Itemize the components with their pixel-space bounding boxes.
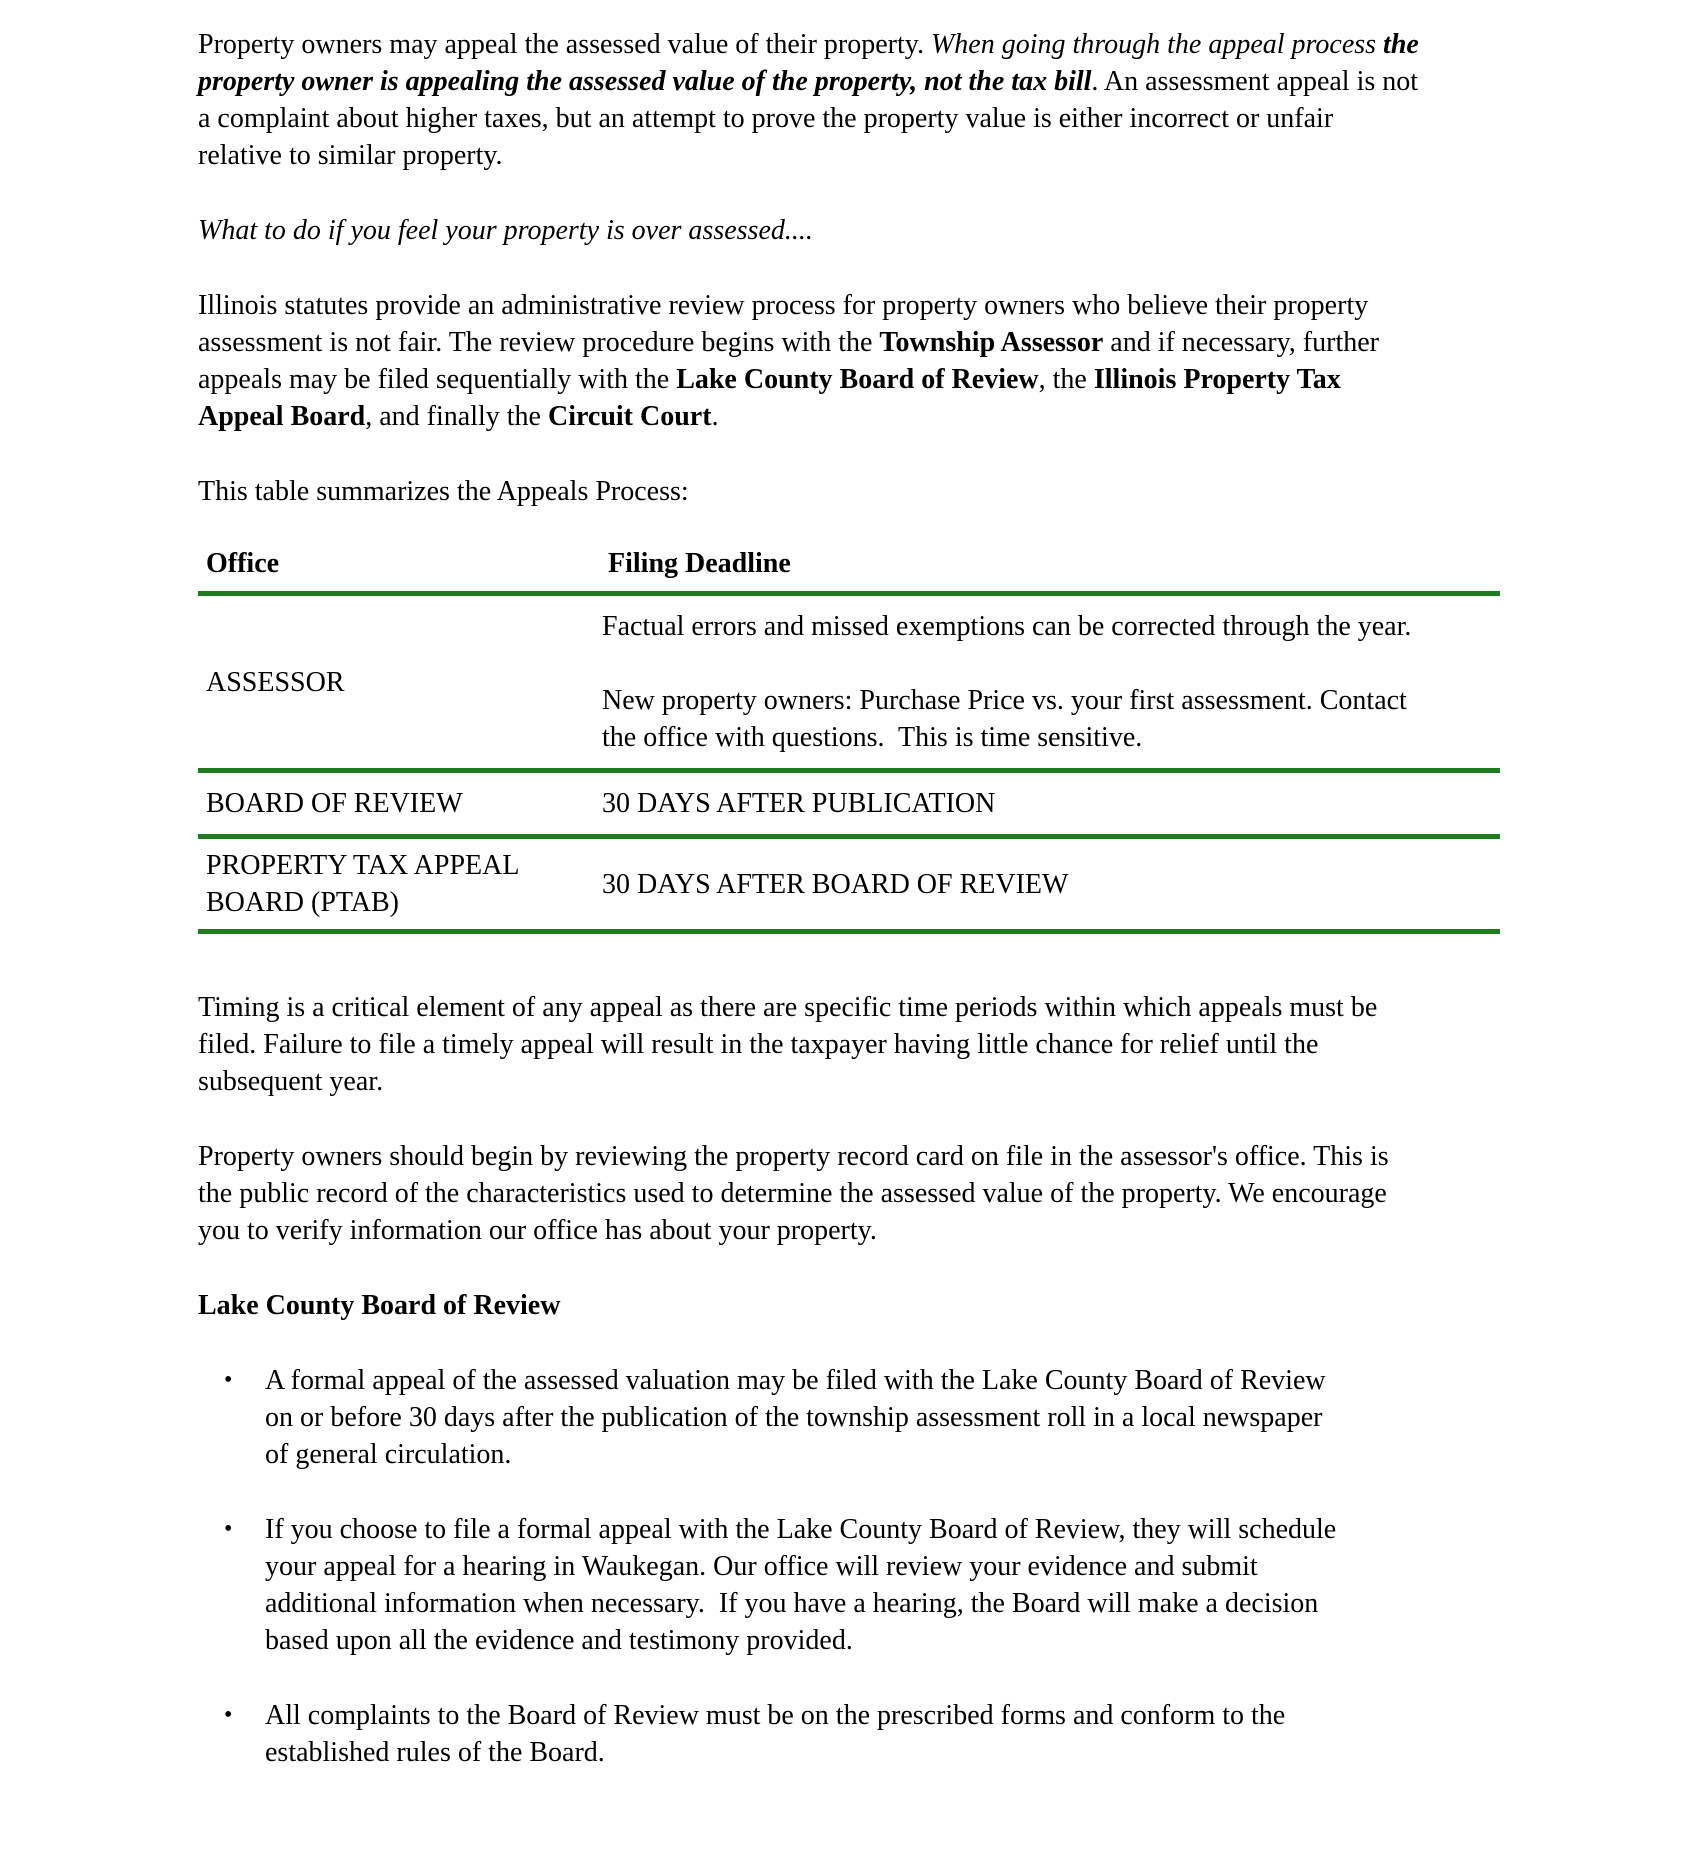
filing-deadline-text: New property owners: Purchase Price vs. your first assessment. Contact the office with questions. This is time sensitive.: [602, 685, 1414, 753]
filing-deadline-column-header: Filing Deadline: [600, 543, 1500, 594]
text-segment-normal: . An assessment appeal is not a complaint about higher taxes, but an attempt to prove the property value is either incorrect or unfair relative to similar property.: [198, 66, 1419, 171]
text-segment-normal: Property owners may appeal the assessed value of their property.: [198, 29, 931, 60]
process-overview-paragraph: [198, 287, 1423, 435]
filing-deadline-cell: [600, 771, 1500, 837]
text-segment-normal: , the: [1038, 364, 1094, 395]
office-cell: ASSESSOR: [198, 594, 600, 771]
filing-deadline-text: 30 DAYS AFTER PUBLICATION: [602, 788, 996, 819]
bullet-dot-icon: •: [224, 1702, 233, 1728]
section-heading: Lake County Board of Review: [198, 1290, 561, 1321]
bullet-text: All complaints to the Board of Review must be on the prescribed forms and conform to the established rules of the Board.: [265, 1700, 1293, 1768]
filing-deadline-text: 30 DAYS AFTER BOARD OF REVIEW: [602, 868, 1069, 900]
bullet-dot-icon: •: [224, 1367, 233, 1393]
text-segment-normal: .: [711, 401, 719, 432]
bullet-item-3: [198, 1697, 1423, 1771]
filing-deadline-text: Factual errors and missed exemptions can be corrected through the year.: [602, 611, 1412, 642]
text-segment-italic: When going through the appeal process: [930, 29, 1384, 60]
text-segment-bolditalic: the property owner is appealing the assessed value of the property, not the tax bill: [198, 29, 1419, 97]
bullet-dot-icon: •: [224, 1516, 233, 1542]
office-cell: PROPERTY TAX APPEAL BOARD (PTAB): [198, 837, 600, 932]
filing-deadline-cell: [600, 594, 1500, 771]
bullet-item-2: [198, 1511, 1423, 1659]
text-segment-normal: , and finally the: [365, 401, 548, 432]
appeals-process-table: [198, 543, 1500, 934]
text-segment-bold: Township Assessor: [879, 327, 1104, 358]
table-header-row: [198, 543, 1500, 594]
table-row-3: [198, 837, 1500, 932]
bullet-item-1: [198, 1362, 1423, 1473]
record-card-paragraph: Property owners should begin by reviewing the property record card on file in the assessor's office. This is the public record of the characteristics used to determine the assessed value of the property. We encourage you to verify information our office has about your property.: [198, 1141, 1396, 1246]
table-row-2: [198, 771, 1500, 837]
bullet-list: [198, 1362, 1423, 1771]
timing-paragraph: Timing is a critical element of any appeal as there are specific time periods within which appeals must be filed. Failure to file a timely appeal will result in the taxpayer having little chance for relief until the subsequent year.: [198, 992, 1385, 1097]
office-column-header: Office: [198, 543, 600, 594]
table-intro-paragraph: This table summarizes the Appeals Process:: [198, 476, 689, 507]
text-segment-bold: Illinois Property Tax Appeal Board: [198, 364, 1341, 432]
table-row-1: [198, 594, 1500, 771]
text-segment-bold: Lake County Board of Review: [676, 364, 1039, 395]
text-segment-normal: and if necessary, further appeals may be filed sequentially with the: [198, 327, 1379, 395]
question-line: What to do if you feel your property is over assessed....: [198, 215, 813, 246]
office-cell: BOARD OF REVIEW: [198, 771, 600, 837]
filing-deadline-cell: [600, 837, 1500, 932]
bullet-text: If you choose to file a formal appeal with the Lake County Board of Review, they will schedule your appeal for a hearing in Waukegan. Our office will review your evidence and submit additional information when necessary. If you have a hearing, the Board will make a decision based upon all the evidence and testimony provided.: [265, 1514, 1344, 1656]
bullet-text: A formal appeal of the assessed valuation may be filed with the Lake County Board of Review on or before 30 days after the publication of the township assessment roll in a local newspaper of general circulation.: [265, 1365, 1333, 1470]
intro-paragraph: [198, 26, 1423, 174]
text-segment-normal: Illinois statutes provide an administrative review process for property owners who believe their property assessment is not fair. The review procedure begins with the: [198, 290, 1369, 358]
text-segment-bold: Circuit Court: [547, 401, 712, 432]
